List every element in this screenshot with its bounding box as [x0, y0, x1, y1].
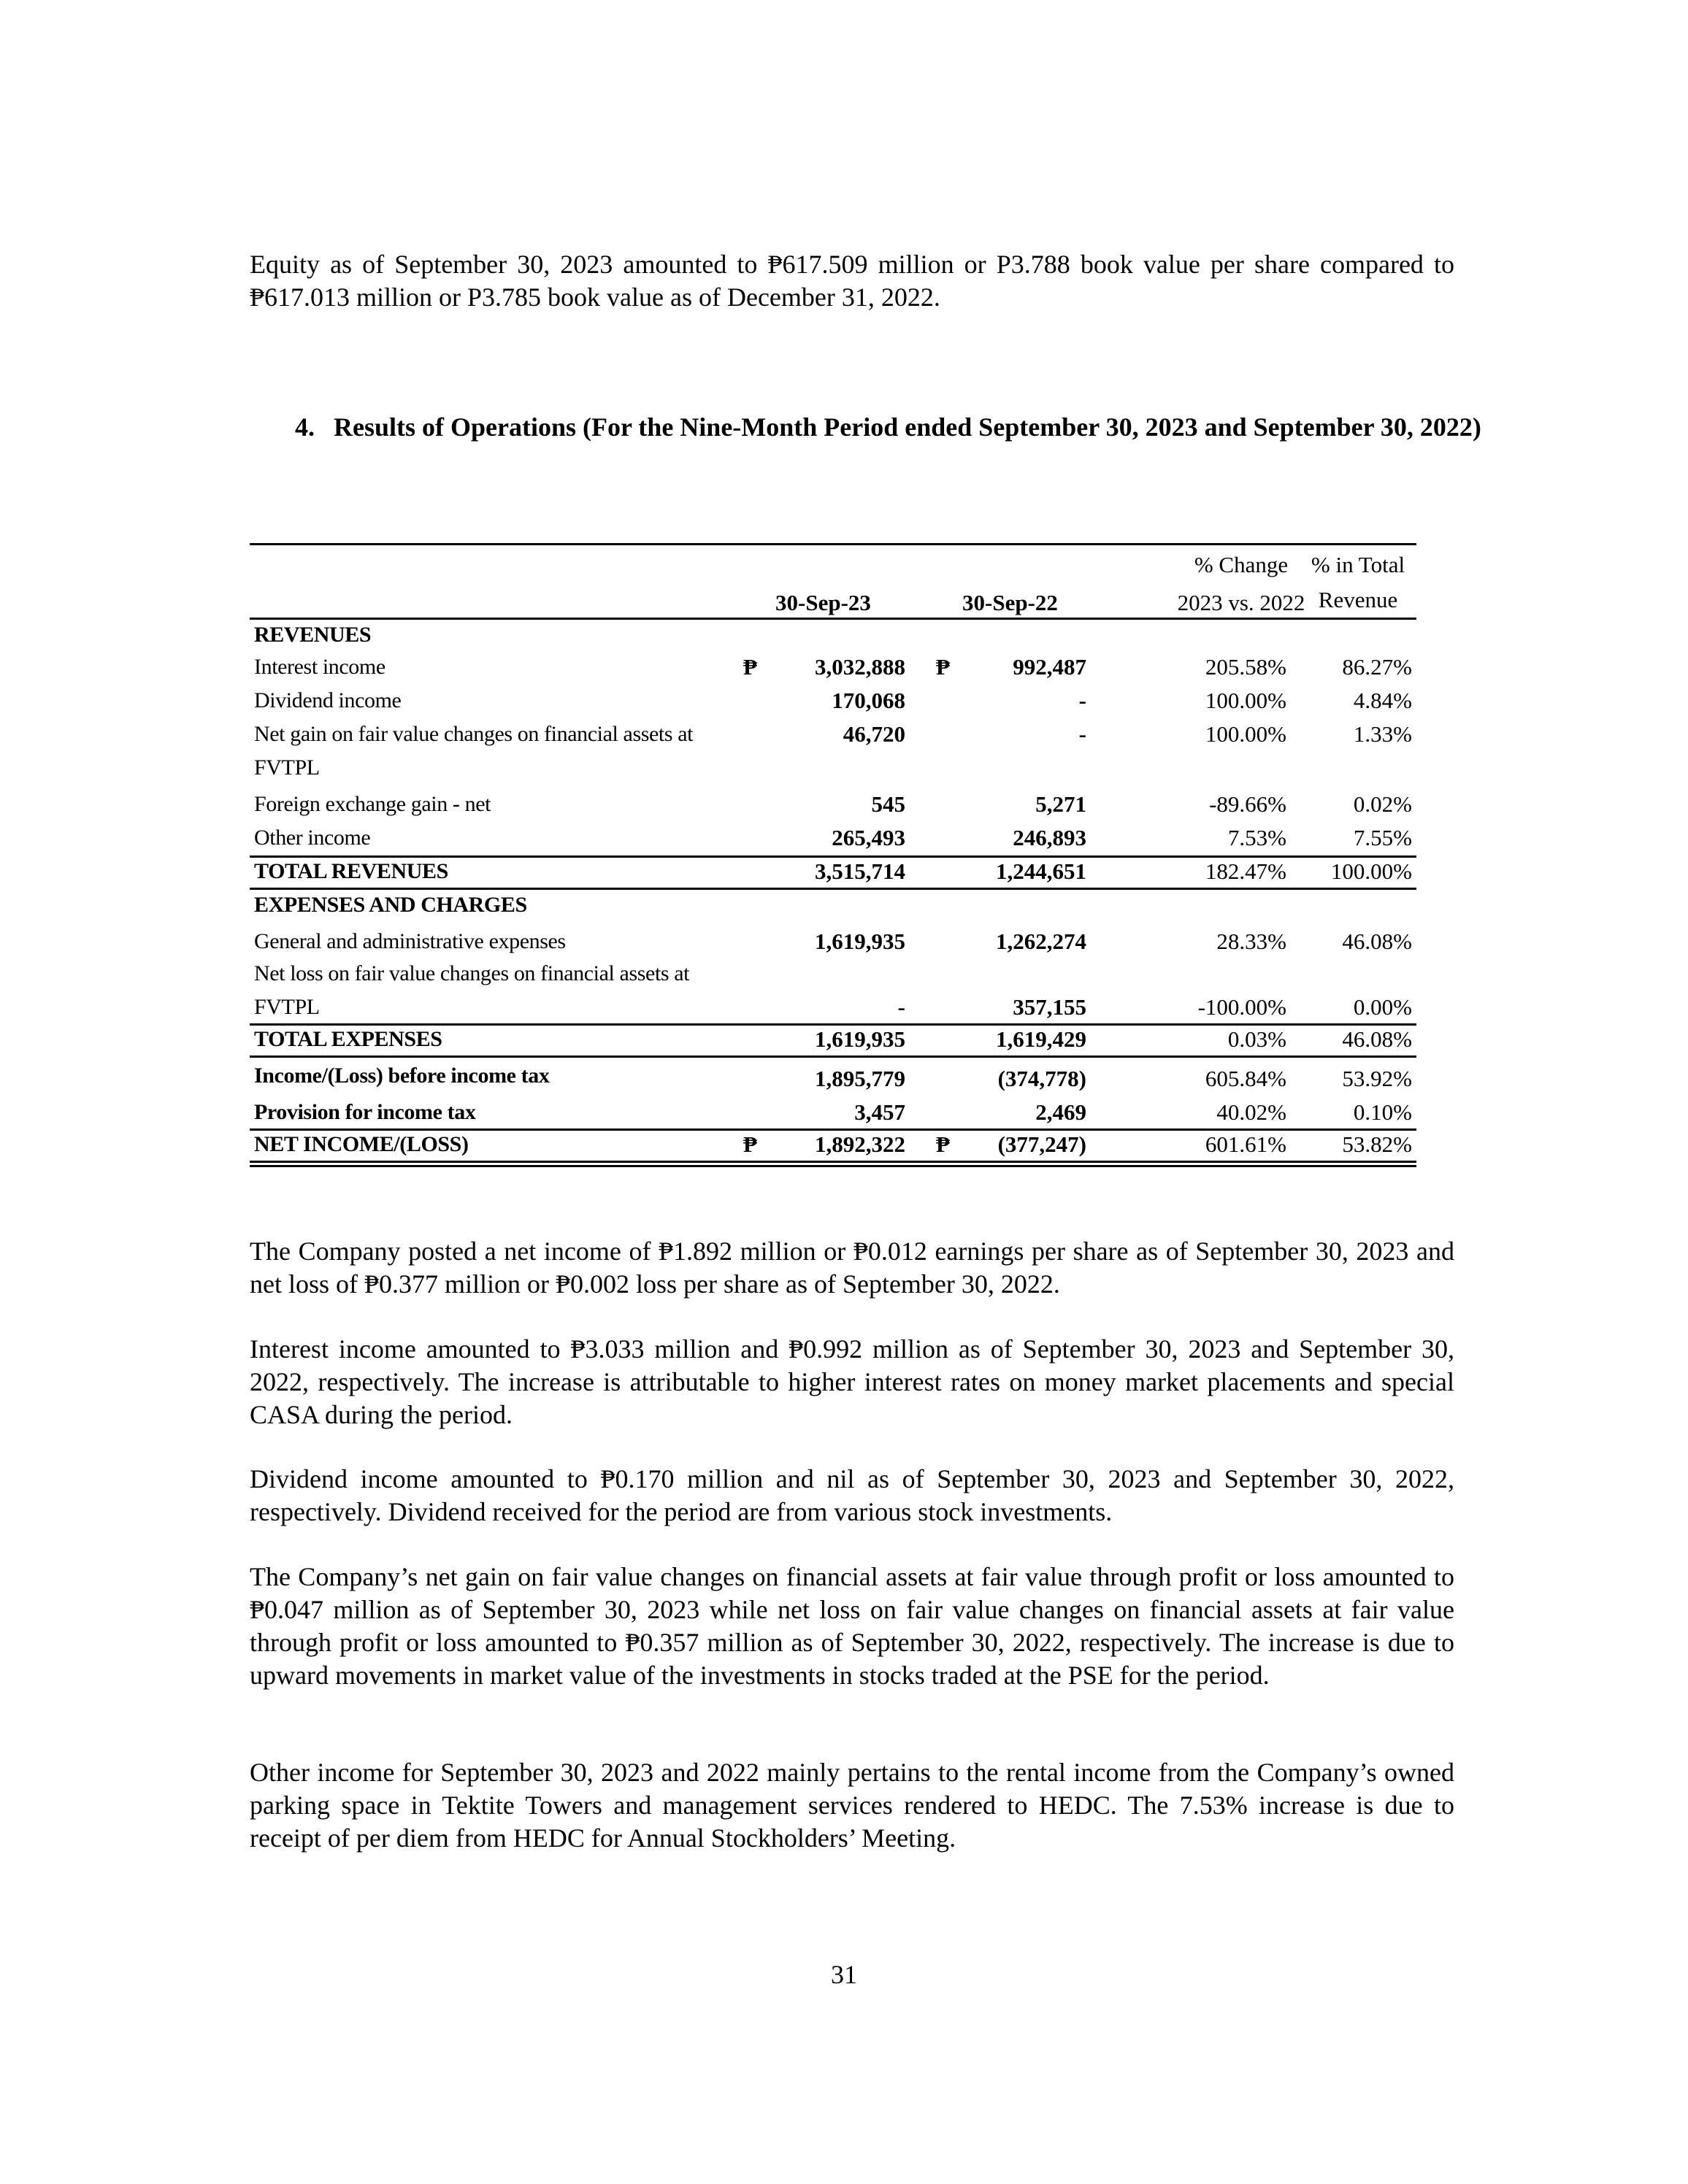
row-label: Provision for income tax	[254, 1100, 476, 1124]
row-label: FVTPL	[254, 995, 320, 1019]
value-2022: 1,619,429	[996, 1026, 1086, 1052]
paragraph-interest-income: Interest income amounted to ₱3.033 million and ₱0.992 million as of September 30, 2023 and September 30, 2022, respectively. The increase is attributable to higher interest rates on money market placements and special CASA during the period.	[250, 1334, 1454, 1429]
percent-change: 205.58%	[1205, 654, 1286, 680]
value-2022: 1,244,651	[996, 858, 1086, 884]
value-2023: 1,895,779	[815, 1066, 905, 1091]
percent-of-revenue: 53.82%	[1342, 1131, 1412, 1157]
row-label: General and administrative expenses	[254, 929, 566, 953]
header-share-line1: % in Total	[1311, 552, 1405, 577]
paragraph-dividend-income: Dividend income amounted to ₱0.170 million and nil as of September 30, 2023 and September 30, 2022, respectively. Dividend received for the period are from various stock investments.	[250, 1464, 1454, 1526]
table-row-net-income	[250, 1128, 1416, 1161]
row-label: Net gain on fair value changes on financial assets at	[254, 722, 694, 746]
table-row-dividend-income	[250, 685, 1416, 717]
value-2023: 3,457	[854, 1099, 905, 1125]
percent-of-revenue: 53.92%	[1342, 1066, 1412, 1091]
percent-change: 100.00%	[1205, 721, 1286, 747]
percent-change: 601.61%	[1205, 1131, 1286, 1157]
value-2022: 5,271	[1035, 791, 1086, 817]
table-row-expenses-heading	[250, 889, 1416, 921]
value-2023: 265,493	[832, 825, 905, 850]
table-row-net-gain-fvtpl	[250, 718, 1416, 750]
table-row-provision-tax	[250, 1096, 1416, 1128]
table-row-net-loss-fvtpl	[250, 958, 1416, 990]
value-2022: -	[1078, 721, 1086, 747]
row-label: Other income	[254, 826, 371, 850]
section-title: Results of Operations (For the Nine-Month Period ended September 30, 2023 and September 30, 2022)	[334, 412, 1481, 442]
double-rule-bottom	[250, 1165, 1416, 1167]
percent-of-revenue: 1.33%	[1353, 721, 1412, 747]
table-row-total-expenses	[250, 1023, 1416, 1056]
header-change-line2: 2023 vs. 2022	[1177, 590, 1305, 615]
row-label: NET INCOME/(LOSS)	[254, 1132, 469, 1156]
percent-change: 7.53%	[1227, 825, 1286, 850]
currency-symbol: ₱	[936, 1131, 950, 1157]
currency-symbol: ₱	[743, 1131, 757, 1157]
value-2023: -	[897, 994, 905, 1020]
row-label: Net loss on fair value changes on financial assets at	[254, 961, 690, 985]
value-2023: 3,032,888	[815, 654, 905, 680]
row-label: Interest income	[254, 655, 385, 679]
value-2022: -	[1078, 688, 1086, 713]
value-2023: 1,892,322	[815, 1131, 905, 1157]
percent-change: -100.00%	[1197, 994, 1286, 1020]
percent-of-revenue: 0.00%	[1353, 994, 1412, 1020]
paragraph-fair-value-changes: The Company’s net gain on fair value changes on financial assets at fair value through profit or loss amounted to ₱0.047 million as of September 30, 2023 while net loss on fair value changes on financial assets at fair value through profit or loss amounted to ₱0.357 million as of September 30, 2022, respectively. The increase is due to upward movements in market value of the investments in stocks traded at the PSE for the period.	[250, 1562, 1454, 1690]
value-2022: (377,247)	[997, 1131, 1086, 1157]
double-rule-top	[250, 1161, 1416, 1163]
row-label: EXPENSES AND CHARGES	[254, 893, 527, 917]
value-2022: 357,155	[1013, 994, 1086, 1020]
paragraph-net-income: The Company posted a net income of ₱1.892 million or ₱0.012 earnings per share as of September 30, 2023 and net loss of ₱0.377 million or ₱0.002 loss per share as of September 30, 2022.	[250, 1237, 1454, 1299]
header-col-2023: 30-Sep-23	[775, 590, 871, 615]
percent-of-revenue: 0.10%	[1353, 1099, 1412, 1125]
table-row-general-admin	[250, 926, 1416, 958]
value-2023: 46,720	[843, 721, 905, 747]
percent-change: 182.47%	[1205, 858, 1286, 884]
percent-change: 605.84%	[1205, 1066, 1286, 1091]
table-row-revenues-heading	[250, 619, 1416, 651]
paragraph-other-income: Other income for September 30, 2023 and 2022 mainly pertains to the rental income from the Company’s owned parking space in Tektite Towers and management services rendered to HEDC. The 7.53% increase is due to receipt of per diem from HEDC for Annual Stockholders’ Meeting.	[250, 1758, 1454, 1853]
section-heading	[295, 409, 1500, 445]
percent-of-revenue: 100.00%	[1330, 858, 1412, 884]
table-row-interest-income	[250, 651, 1416, 683]
table-top-rule	[250, 543, 1416, 545]
percent-of-revenue: 46.08%	[1342, 1026, 1412, 1052]
table-row-income-before-tax	[250, 1060, 1416, 1092]
header-change-line1: % Change	[1194, 552, 1289, 577]
percent-of-revenue: 46.08%	[1342, 928, 1412, 954]
page-number: 31	[831, 1960, 857, 1989]
row-label: REVENUES	[254, 623, 372, 647]
percent-change: 0.03%	[1227, 1026, 1286, 1052]
section-number: 4.	[295, 412, 315, 442]
row-label: FVTPL	[254, 755, 320, 780]
rule-below-total-expenses	[250, 1056, 1416, 1058]
header-col-2022: 30-Sep-22	[962, 590, 1058, 615]
value-2023: 545	[871, 791, 905, 817]
value-2022: 246,893	[1013, 825, 1086, 850]
table-row-net-loss-fvtpl-cont	[250, 991, 1416, 1023]
currency-symbol: ₱	[936, 654, 950, 680]
percent-of-revenue: 4.84%	[1353, 688, 1412, 713]
intro-paragraph: Equity as of September 30, 2023 amounted to ₱617.509 million or P3.788 book value per share compared to ₱617.013 million or P3.785 book value as of December 31, 2022.	[250, 250, 1454, 312]
row-label: Income/(Loss) before income tax	[254, 1064, 550, 1088]
header-share-line2: Revenue	[1318, 587, 1398, 612]
value-2022: 2,469	[1035, 1099, 1086, 1125]
row-label: TOTAL REVENUES	[254, 859, 448, 883]
row-label: TOTAL EXPENSES	[254, 1027, 442, 1051]
percent-change: 100.00%	[1205, 688, 1286, 713]
value-2022: 1,262,274	[996, 928, 1086, 954]
percent-change: 28.33%	[1216, 928, 1286, 954]
percent-of-revenue: 0.02%	[1353, 791, 1412, 817]
table-row-foreign-exchange	[250, 788, 1416, 820]
value-2022: 992,487	[1013, 654, 1086, 680]
value-2022: (374,778)	[997, 1066, 1086, 1091]
value-2023: 1,619,935	[815, 928, 905, 954]
percent-of-revenue: 7.55%	[1353, 825, 1412, 850]
table-row-total-revenues	[250, 855, 1416, 888]
percent-change: 40.02%	[1216, 1099, 1286, 1125]
percent-of-revenue: 86.27%	[1342, 654, 1412, 680]
value-2023: 3,515,714	[815, 858, 905, 884]
percent-change: -89.66%	[1209, 791, 1286, 817]
table-row-net-gain-fvtpl-cont	[250, 752, 1416, 784]
value-2023: 1,619,935	[815, 1026, 905, 1052]
value-2023: 170,068	[832, 688, 905, 713]
row-label: Dividend income	[254, 688, 402, 712]
currency-symbol: ₱	[743, 654, 757, 680]
row-label: Foreign exchange gain - net	[254, 792, 491, 816]
table-row-other-income	[250, 822, 1416, 854]
